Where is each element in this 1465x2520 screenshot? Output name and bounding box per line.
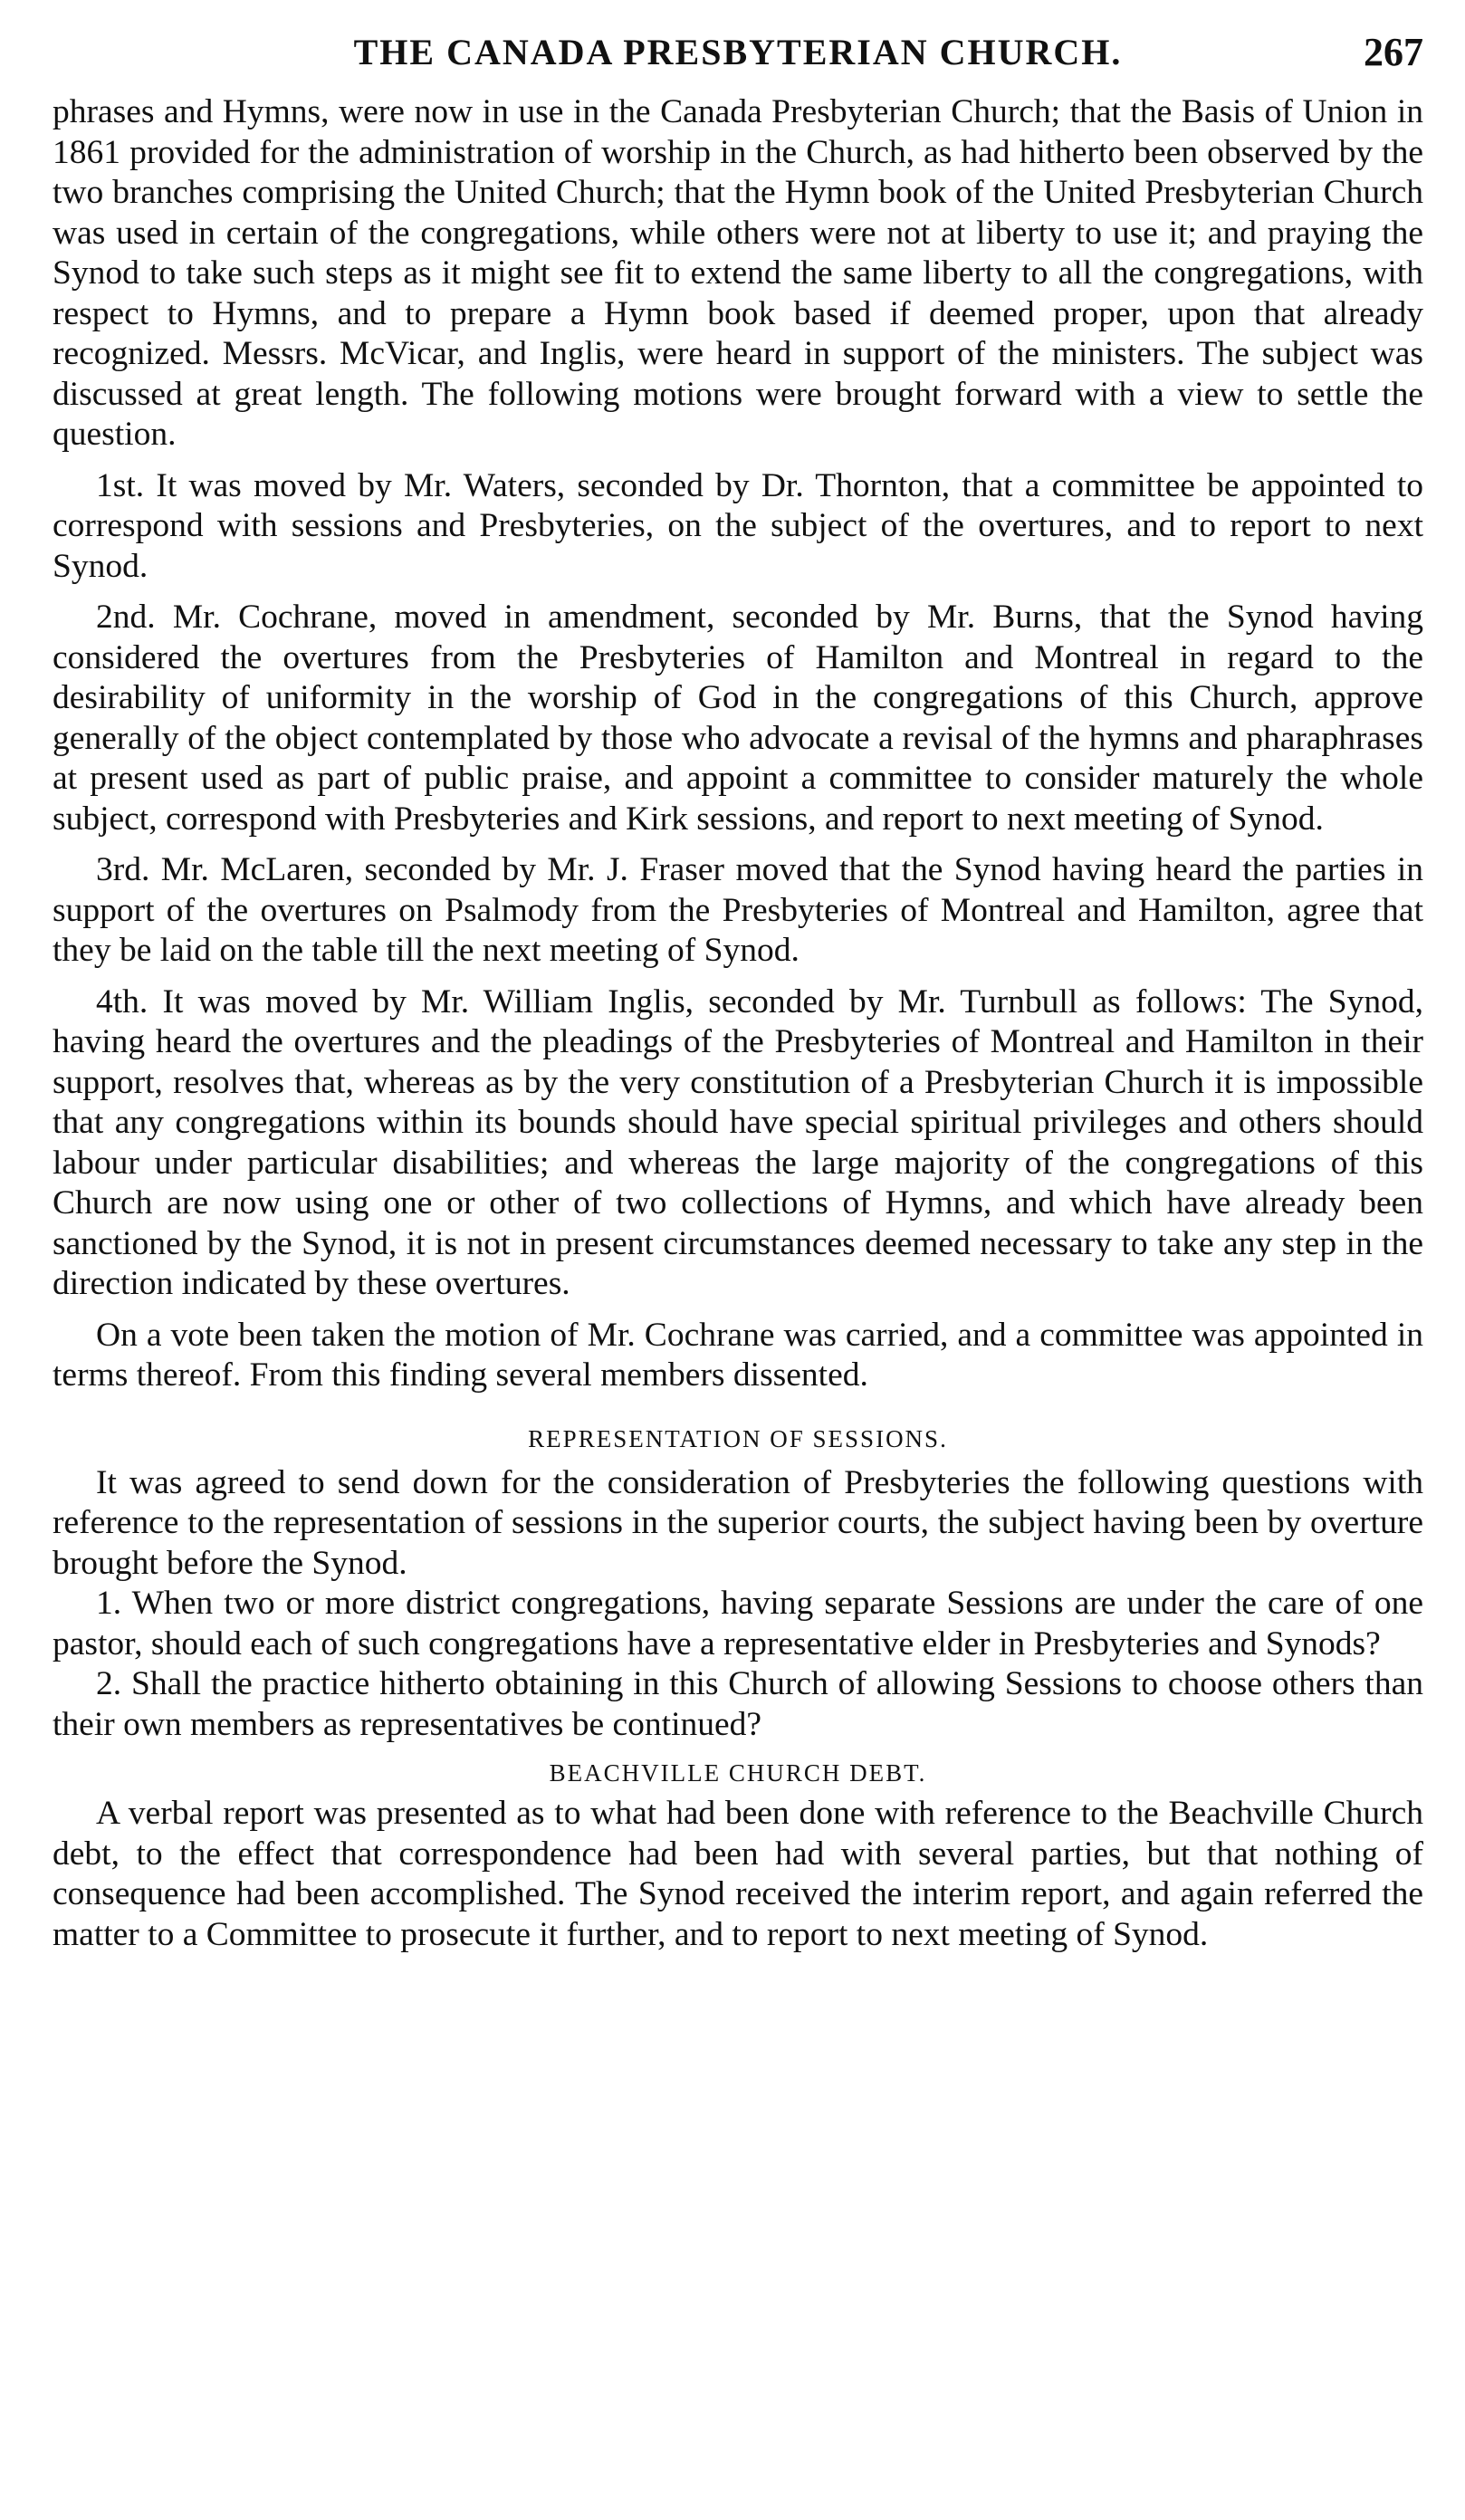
motion-fourth: 4th. It was moved by Mr. William Inglis, seconded by Mr. Turnbull as follows: The Synod, having heard the overtures and the pleadings of the Presbyteries of Montreal and Hamilton in their support, resolves that, whereas as by the very constitution of a Presbyterian Church it is impossible that any congregations within its bounds should have special spiritual privileges and others should labour under particular disabilities; and whereas the large majority of the congregations of this Church are now using one or other of two collections of Hymns, and which have already been sanctioned by the Synod, it is not in present circumstances deemed necessary to take any step in the direction indicated by these overtures. [53, 982, 1423, 1302]
section-heading-beachville: BEACHVILLE CHURCH DEBT. [549, 1759, 927, 1787]
running-title: THE CANADA PRESBYTERIAN CHURCH. [353, 32, 1123, 72]
representation-question-2: 2. Shall the practice hitherto obtaining in this Church of allowing Sessions to choose others than their own members as representatives be continued? [53, 1665, 1423, 1743]
vote-result: On a vote been taken the motion of Mr. Cochrane was carried, and a committee was appointed in terms thereof. From this finding several members dissented. [53, 1316, 1423, 1394]
motion-third: 3rd. Mr. McLaren, seconded by Mr. J. Fraser moved that the Synod having heard the parties in support of the overtures on Psalmody from the Presbyteries of Montreal and Hamilton, agree that they be laid on the table till the next meeting of Synod. [53, 851, 1423, 969]
representation-question-1: 1. When two or more district congregations, having separate Sessions are under the care of one pastor, should each of such congregations have a representative elder in Presbyteries and Synods? [53, 1585, 1423, 1662]
page-header [53, 20, 1423, 92]
motion-second: 2nd. Mr. Cochrane, moved in amendment, seconded by Mr. Burns, that the Synod having considered the overtures from the Presbyteries of Hamilton and Montreal in regard to the desirability of uniformity in the worship of God in the congregations of this Church, approve generally of the object contemplated by those who advocate a revisal of the hymns and pharaphrases at present used as part of public praise, and appoint a committee to consider maturely the whole subject, correspond with Presbyteries and Kirk sessions, and report to next meeting of Synod. [53, 599, 1423, 838]
representation-intro: It was agreed to send down for the consideration of Presbyteries the following questions with reference to the representation of sessions in the superior courts, the subject having been by overture brought before the Synod. [53, 1463, 1423, 1582]
body-text [53, 92, 1423, 1955]
section-heading-representation: REPRESENTATION OF SESSIONS. [528, 1424, 948, 1452]
motion-first: 1st. It was moved by Mr. Waters, seconded by Dr. Thornton, that a committee be appointed to correspond with sessions and Presbyteries, on the subject of the overtures, and to report to next Synod. [53, 466, 1423, 585]
page-number: 267 [1364, 30, 1423, 74]
paragraph-continuation: phrases and Hymns, were now in use in the Canada Presbyterian Church; that the Basis of Union in 1861 provided for the administration of worship in the Church, as had hitherto been observed by the two branches comprising the United Church; that the Hymn book of the United Presbyterian Church was used in certain of the congregations, while others were not at liberty to use it; and praying the Synod to take such steps as it might see fit to extend the same liberty to all the congregations, with respect to Hymns, and to prepare a Hymn book based if deemed proper, upon that already recognized. Messrs. McVicar, and Inglis, were heard in support of the ministers. The subject was discussed at great length. The following motions were brought forward with a view to settle the question. [53, 93, 1423, 453]
beachville-report: A verbal report was presented as to what had been done with reference to the Beachville Church debt, to the effect that correspondence had been had with several parties, but that nothing of consequence had been accomplished. The Synod received the interim report, and again referred the matter to a Committee to prosecute it further, and to report to next meeting of Synod. [53, 1795, 1423, 1953]
